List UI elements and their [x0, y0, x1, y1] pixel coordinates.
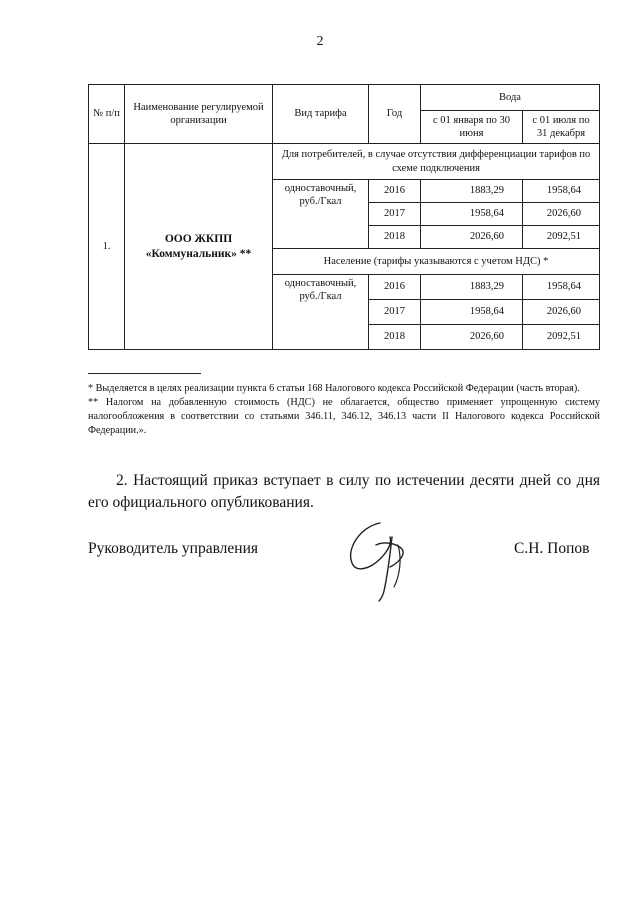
org-name-line1: ООО ЖКПП — [164, 233, 233, 246]
tariff-type-cell: одноставочный, руб./Гкал — [273, 180, 369, 249]
year-cell: 2018 — [369, 325, 421, 350]
tariff-h2-cell: 1958,64 — [523, 180, 600, 203]
tariff-h1-cell: 2026,60 — [421, 325, 523, 350]
org-name — [125, 144, 273, 350]
group-title-row — [89, 144, 600, 180]
tariff-h2-cell: 2092,51 — [523, 325, 600, 350]
header-num: № п/п — [89, 85, 125, 144]
tariff-h2-cell: 2026,60 — [523, 203, 600, 226]
year-cell: 2018 — [369, 226, 421, 249]
tariff-h2-cell: 1958,64 — [523, 275, 600, 300]
header-water: Вода — [421, 85, 600, 111]
header-year: Год — [369, 85, 421, 144]
tariff-h1-cell: 1883,29 — [421, 275, 523, 300]
handwritten-signature — [340, 515, 430, 605]
header-row — [89, 85, 600, 111]
header-tariff-type: Вид тарифа — [273, 85, 369, 144]
footnote-divider — [88, 373, 201, 374]
signatory-title: Руководитель управления — [88, 540, 259, 557]
group-title: Население (тарифы указываются с учетом НДС) * — [273, 249, 600, 275]
tariff-table — [88, 84, 600, 350]
year-cell: 2017 — [369, 203, 421, 226]
footnote-2: ** Налогом на добавленную стоимость (НДС) не облагается, общество применяет упрощенную систему налогообложения в соответствии со статьями 346.11, 346.12, 346.13 части II Налогового кодекса Российской Федерации.». — [88, 397, 600, 436]
org-name-line2: «Коммунальник» ** — [145, 247, 252, 260]
header-period-2: с 01 июля по 31 декабря — [523, 111, 600, 144]
signatory-name: С.Н. Попов — [514, 540, 590, 557]
page-number: 2 — [316, 34, 324, 49]
order-paragraph: 2. Настоящий приказ вступает в силу по истечении десяти дней со дня его официального опубликования. — [88, 472, 600, 511]
tariff-h1-cell: 2026,60 — [421, 226, 523, 249]
tariff-h1-cell: 1958,64 — [421, 203, 523, 226]
header-period-1: с 01 января по 30 июня — [421, 111, 523, 144]
footnote-1: * Выделяется в целях реализации пункта 6 статьи 168 Налогового кодекса Российской Федерации (часть вторая). — [88, 383, 580, 394]
year-cell: 2017 — [369, 300, 421, 325]
group-title: Для потребителей, в случае отсутствия дифференциации тарифов по схеме подключения — [273, 144, 600, 180]
tariff-h2-cell: 2026,60 — [523, 300, 600, 325]
footnotes — [88, 382, 600, 438]
header-org: Наименование регулируемой организации — [125, 85, 273, 144]
row-number: 1. — [89, 144, 125, 350]
tariff-h1-cell: 1958,64 — [421, 300, 523, 325]
tariff-h2-cell: 2092,51 — [523, 226, 600, 249]
tariff-h1-cell: 1883,29 — [421, 180, 523, 203]
year-cell: 2016 — [369, 275, 421, 300]
tariff-type-cell: одноставочный, руб./Гкал — [273, 275, 369, 350]
year-cell: 2016 — [369, 180, 421, 203]
